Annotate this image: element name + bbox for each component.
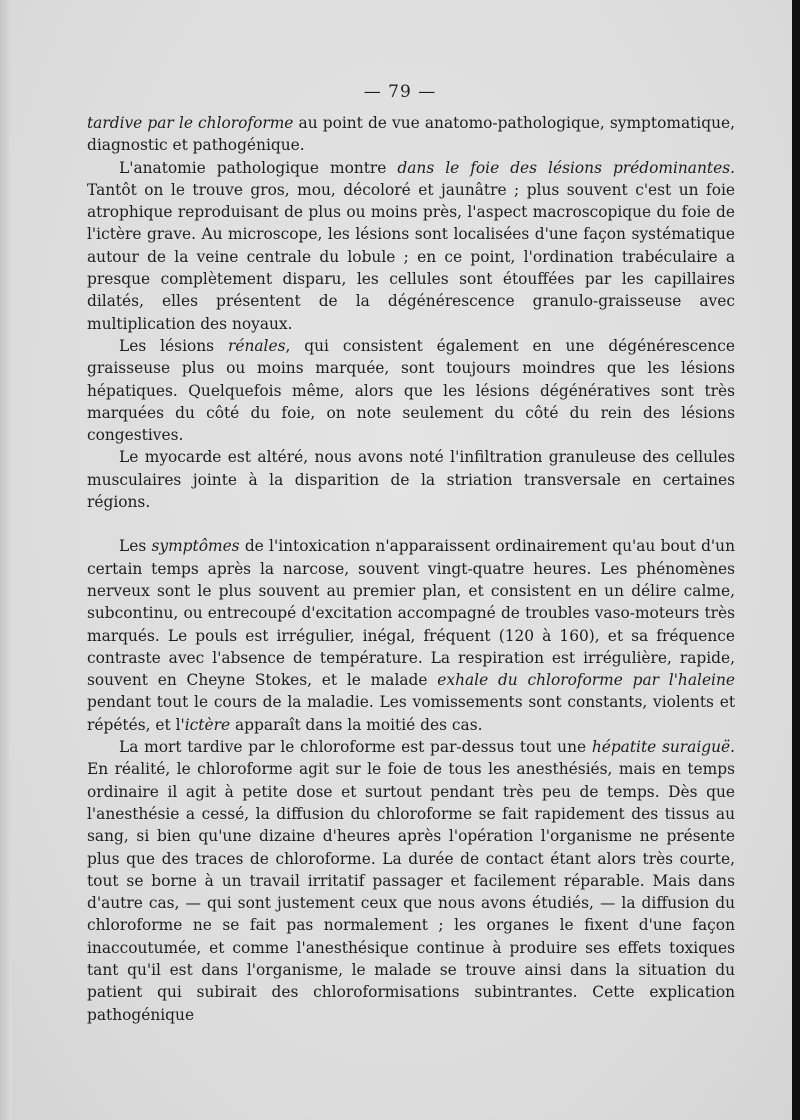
text-run: En réalité, le chloroforme agit sur le foie de tous les anesthésiés, mais en temps ordinaire il agit à petite dose et surtout pendant très peu de temps. Dès que l'anesthésie a cessé, la diffusion du chloroforme se fait rapidement des tissus au sang, si bien qu'une dizaine d'heures après l'opération l'organisme ne présente plus que des traces de chloroforme. La durée de contact étant alors très courte, tout se borne à un travail irritatif passager et facilement réparable. Mais dans d'autre cas, — qui sont justement ceux que nous avons étudiés, — la diffusion du chloroforme ne se fait pas normalement ; les organes le fixent d'une façon inaccoutumée, et comme l'anesthésique continue à produire ses effets toxiques tant qu'il est dans l'organisme, le malade se trouve ainsi dans la situation du patient qui subirait des chloroformisations subintrantes. Cette explication pathogénique bbox=[87, 760, 735, 1024]
text-run: , qui consistent également en une dégénérescence graisseuse plus ou moins marquée, sont toujours moindres que les lésions hépatiques. Quelquefois même, alors que les lésions dégénératives sont très marquées du côté du foie, on note seulement du côté du rein des lésions congestives. bbox=[87, 336, 735, 445]
page-left-shadow bbox=[0, 0, 12, 1120]
section-gap bbox=[87, 513, 735, 535]
text-run: Les bbox=[119, 537, 152, 556]
italic-text: hépatite suraiguë. bbox=[591, 738, 736, 757]
text-run: de l'intoxication n'apparaissent ordinairement qu'au bout d'un certain temps après la narcose, souvent vingt-quatre heures. Les phénomènes nerveux sont le plus souvent au premier plan, et consistent en un délire calme, subcontinu, ou entrecoupé d'excitation accompagné de troubles vaso-moteurs très marqués. Le pouls est irrégulier, inégal, fréquent (120 à 160), et sa fréquence contraste avec l'absence de température. La respiration est irrégulière, rapide, souvent en Cheyne Stokes, et le malade bbox=[87, 537, 735, 690]
paragraph bbox=[87, 446, 735, 513]
text-run: au point de vue anatomo-pathologique, symptomatique, diagnostic et pathogénique. bbox=[87, 114, 735, 155]
text-run: La mort tardive par le chloroforme est par-dessus tout une bbox=[119, 738, 592, 757]
text-run: Les lésions bbox=[119, 336, 228, 355]
scan-border-right bbox=[792, 0, 800, 1120]
paragraph bbox=[87, 157, 735, 335]
italic-text: rénales bbox=[227, 336, 286, 355]
text-run: Le myocarde est altéré, nous avons noté l'infiltration granuleuse des cellules musculaires jointe à la disparition de la striation transversale en certaines régions. bbox=[87, 448, 735, 512]
italic-text: ictère bbox=[184, 715, 231, 734]
paragraph bbox=[87, 112, 735, 157]
paragraph bbox=[87, 736, 735, 1026]
text-run: L'anatomie pathologique montre bbox=[119, 158, 398, 177]
italic-text: symptômes bbox=[151, 537, 240, 556]
page-number: — 79 — bbox=[363, 82, 437, 102]
italic-text: exhale du chloroforme par l'haleine bbox=[437, 671, 735, 690]
body-text bbox=[87, 112, 735, 1026]
text-run: Tantôt on le trouve gros, mou, décoloré et jaunâtre ; plus souvent c'est un foie atrophique reproduisant de plus ou moins près, l'aspect macroscopique du foie de l'ictère grave. Au microscope, les lésions sont localisées d'une façon systématique autour de la veine centrale du lobule ; en ce point, l'ordination trabéculaire a presque complètement disparu, les cellules sont étouffées par les capillaires dilatés, elles présentent de la dégénérescence granulo-graisseuse avec multiplication des noyaux. bbox=[87, 180, 735, 333]
italic-text: dans le foie des lésions prédominantes. bbox=[397, 158, 735, 177]
paragraph bbox=[87, 335, 735, 446]
text-run: pendant tout le cours de la maladie. Les vomissements sont constants, violents et répétés, et l' bbox=[87, 693, 735, 734]
paragraph bbox=[87, 535, 735, 736]
text-run: apparaît dans la moitié des cas. bbox=[230, 715, 483, 734]
italic-text: tardive par le chloroforme bbox=[87, 114, 294, 132]
